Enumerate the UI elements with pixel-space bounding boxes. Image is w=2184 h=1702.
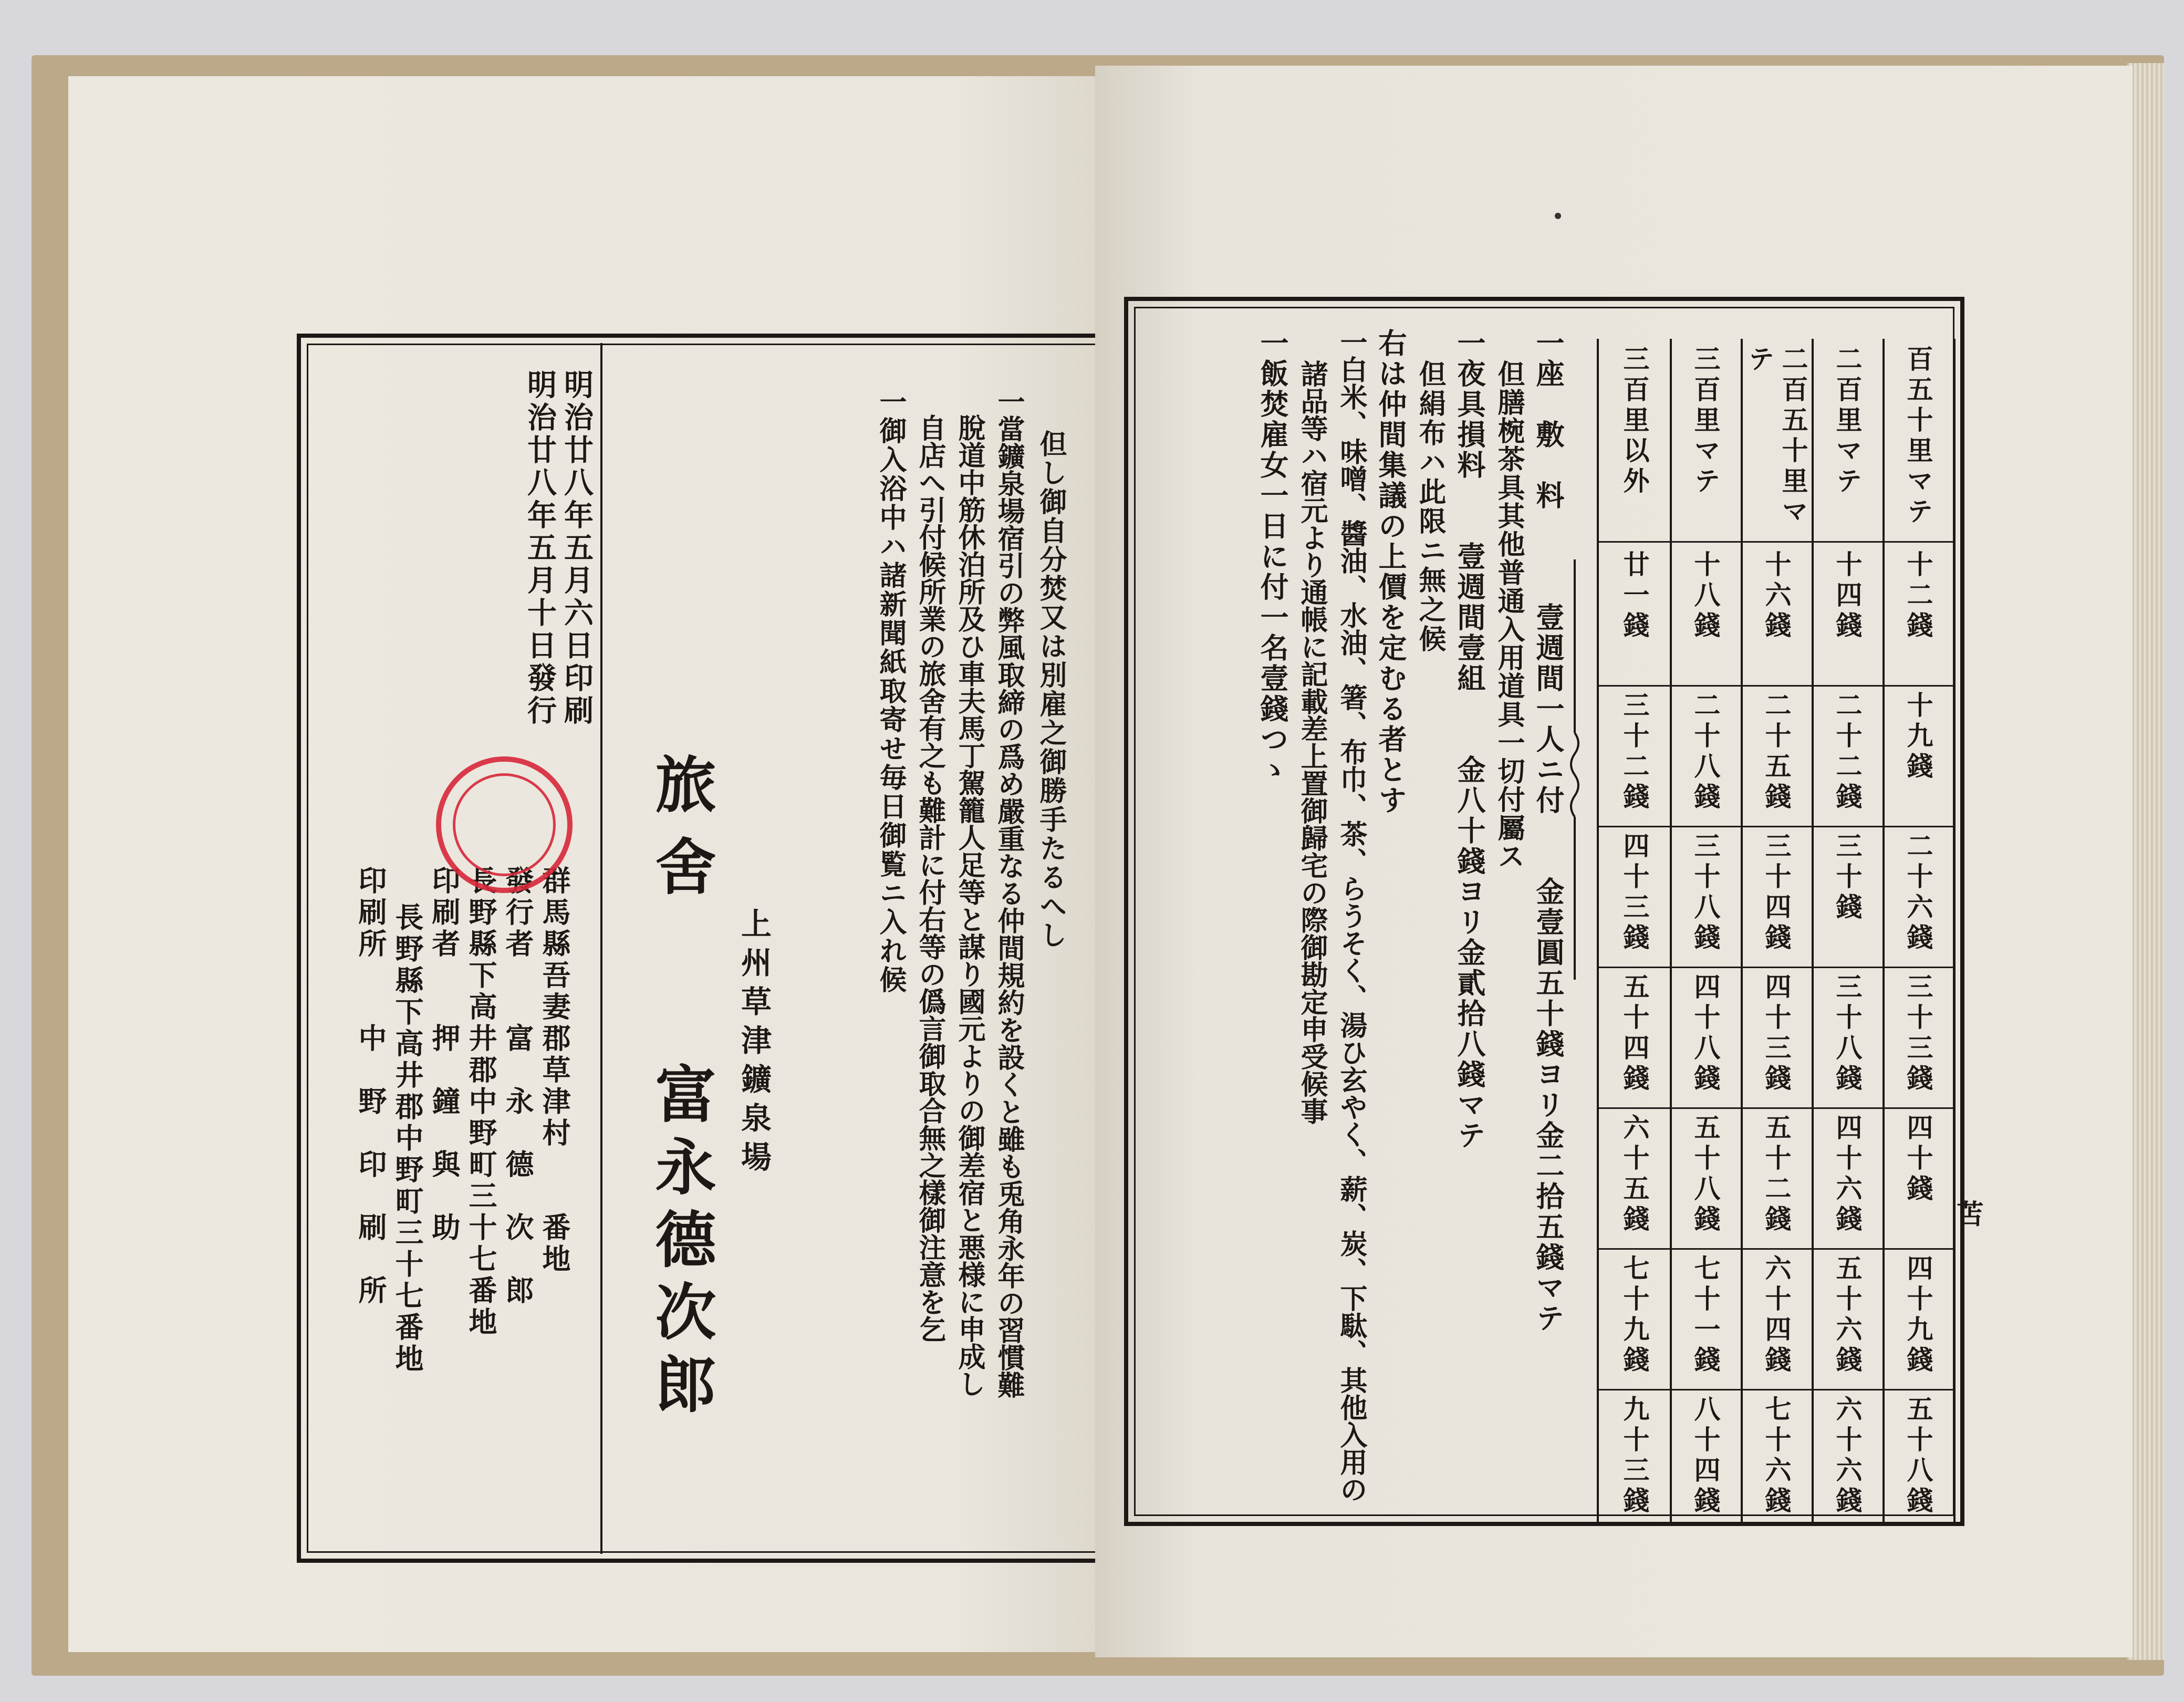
printer-line: 印刷者 押 鐘 與 助: [428, 866, 461, 1244]
publish-date: 明治廿八年五月十日發行: [523, 369, 557, 728]
rate-value: 二十六錢: [1902, 832, 1934, 954]
rate-column: [1599, 339, 1672, 1526]
library-seal-stamp: [436, 756, 573, 893]
print-date: 明治廿八年五月六日印刷: [559, 369, 594, 728]
rate-value: 十八錢: [1690, 551, 1721, 642]
rate-value: 二十八錢: [1690, 691, 1721, 813]
rate-value: 四十九錢: [1902, 1254, 1934, 1376]
page-number: 苫: [1957, 1199, 1984, 1231]
rate-value: 四十三錢: [1619, 832, 1650, 954]
rate-value: 五十六錢: [1832, 1254, 1863, 1376]
rule-bedding-fee: 一夜具損料 壹週間壹組 金八十錢ヨリ金貳拾八錢マテ: [1453, 328, 1486, 1151]
publisher-address: 群馬縣吾妻郡草津村 番地: [538, 866, 571, 1275]
note-line-5: 一御入浴中ハ諸新聞紙取寄せ毎日御覧ニ入れ候: [875, 388, 907, 994]
rule-supplies-billing: 諸品等ハ宿元より通帳に記載差上置御歸宅の際御勘定申受候事: [1296, 360, 1328, 1125]
rule-price-agreement: 右は仲間集議の上價を定むる者とす: [1374, 328, 1408, 816]
establishment-location: 上州草津鑛泉場: [736, 908, 772, 1180]
seal-inner-ring: [453, 773, 556, 876]
publisher-line: 發行者 富 永 德 次 郎: [501, 866, 535, 1307]
rate-value: 六十四錢: [1761, 1254, 1792, 1376]
rate-distance-header: 三百里マテ: [1690, 345, 1721, 497]
rate-value: 三十錢: [1832, 832, 1863, 923]
paper-speck: [1555, 213, 1561, 219]
rule-supplies: 一白米、味噌、醬油、水油、箸、布巾、茶、らうそく、湯ひ玄やく、薪、炭、下駄、其他入用の: [1335, 328, 1367, 1503]
rate-column: [1741, 339, 1814, 1526]
book: [32, 55, 2164, 1676]
rate-value: 五十八錢: [1690, 1114, 1721, 1236]
left-page: [68, 76, 1114, 1652]
rate-value: 七十六錢: [1761, 1395, 1792, 1517]
rate-value: 六十五錢: [1619, 1114, 1650, 1236]
printer-address: 長野縣下高井郡中野町三十七番地: [464, 866, 498, 1338]
establishment-owner: 富永德次郎: [645, 1063, 716, 1425]
rate-value: 三十八錢: [1690, 832, 1721, 954]
page-edges: [2127, 63, 2164, 1660]
rate-value: 十二錢: [1902, 551, 1934, 642]
rate-distance-header: 三百里以外: [1619, 345, 1650, 497]
rate-value: 四十六錢: [1832, 1114, 1863, 1236]
note-line-4: 自店へ引付候所業の旅舍有之も難計に付右等の僞言御取合無之樣御注意を乞: [914, 414, 946, 1343]
rate-header-rule: [1812, 541, 1883, 543]
rate-value: 九十三錢: [1619, 1395, 1650, 1517]
rate-value: 五十八錢: [1902, 1395, 1934, 1517]
rate-column: [1812, 339, 1885, 1526]
rule-seat-fee-note: 但膳椀茶具其他普通入用道具一切付屬ス: [1493, 360, 1525, 870]
rate-value: 七十九錢: [1619, 1254, 1650, 1376]
rate-value: 三十二錢: [1619, 691, 1650, 813]
rate-distance-header: 百五十里マテ: [1902, 345, 1934, 528]
rate-value: 四十三錢: [1761, 973, 1792, 1095]
rate-table: [1597, 339, 1953, 1526]
rate-value: 廿一錢: [1619, 551, 1650, 642]
rate-value: 三十三錢: [1902, 973, 1934, 1095]
establishment-category: 旅舍: [645, 753, 716, 917]
rate-value: 四十八錢: [1690, 973, 1721, 1095]
rate-value: 十六錢: [1761, 551, 1792, 642]
press-line: 印刷所 中 野 印 刷 所: [354, 866, 388, 1307]
note-line-3: 脫道中筋休泊所及ひ車夫馬丁駕籠人足等と謀り國元よりの御差宿と悪様に申成し: [953, 414, 985, 1397]
rule-bedding-note: 但絹布ハ此限ニ無之候: [1414, 360, 1446, 654]
note-line-1: 但し御自分焚又は別雇之御勝手たるへし: [1035, 430, 1067, 950]
rate-value: 三十八錢: [1832, 973, 1863, 1095]
rate-header-rule: [1883, 541, 1953, 543]
rate-value: 五十四錢: [1619, 973, 1650, 1095]
rate-value: 十四錢: [1832, 551, 1863, 642]
rate-column: [1670, 339, 1743, 1526]
rate-distance-header: 二百里マテ: [1832, 345, 1863, 497]
left-page-frame: [297, 334, 1111, 1563]
rate-value: 三十四錢: [1761, 832, 1792, 954]
imprint-divider: [600, 343, 602, 1554]
rate-value: 十九錢: [1902, 691, 1934, 783]
rule-seat-fee: 一座 敷 料 壹週間一人ニ付 金壹圓五十錢ヨリ金二拾五錢マテ: [1532, 328, 1565, 1334]
rate-value: 七十一錢: [1690, 1254, 1721, 1376]
rate-header-rule: [1599, 541, 1670, 543]
rate-value: 六十六錢: [1832, 1395, 1863, 1517]
rate-distance-header: 二百五十里マテ: [1744, 345, 1809, 528]
rate-value: 五十二錢: [1761, 1114, 1792, 1236]
rate-column: [1883, 339, 1956, 1526]
rate-value: 八十四錢: [1690, 1395, 1721, 1517]
rate-value: 二十二錢: [1832, 691, 1863, 813]
rate-value: 四十錢: [1902, 1114, 1934, 1205]
rate-header-rule: [1670, 541, 1741, 543]
press-address: 長野縣下高井郡中野町三十七番地: [391, 902, 424, 1375]
rate-header-rule: [1741, 541, 1812, 543]
rule-cook-maid: 一飯焚雇女一日に付一名壹錢つゝ: [1256, 328, 1289, 785]
note-line-2: 一當鑛泉場宿引の弊風取締の爲め嚴重なる仲間規約を設くと雖も兎角永年の習慣難: [993, 388, 1025, 1398]
rate-value: 二十五錢: [1761, 691, 1792, 813]
